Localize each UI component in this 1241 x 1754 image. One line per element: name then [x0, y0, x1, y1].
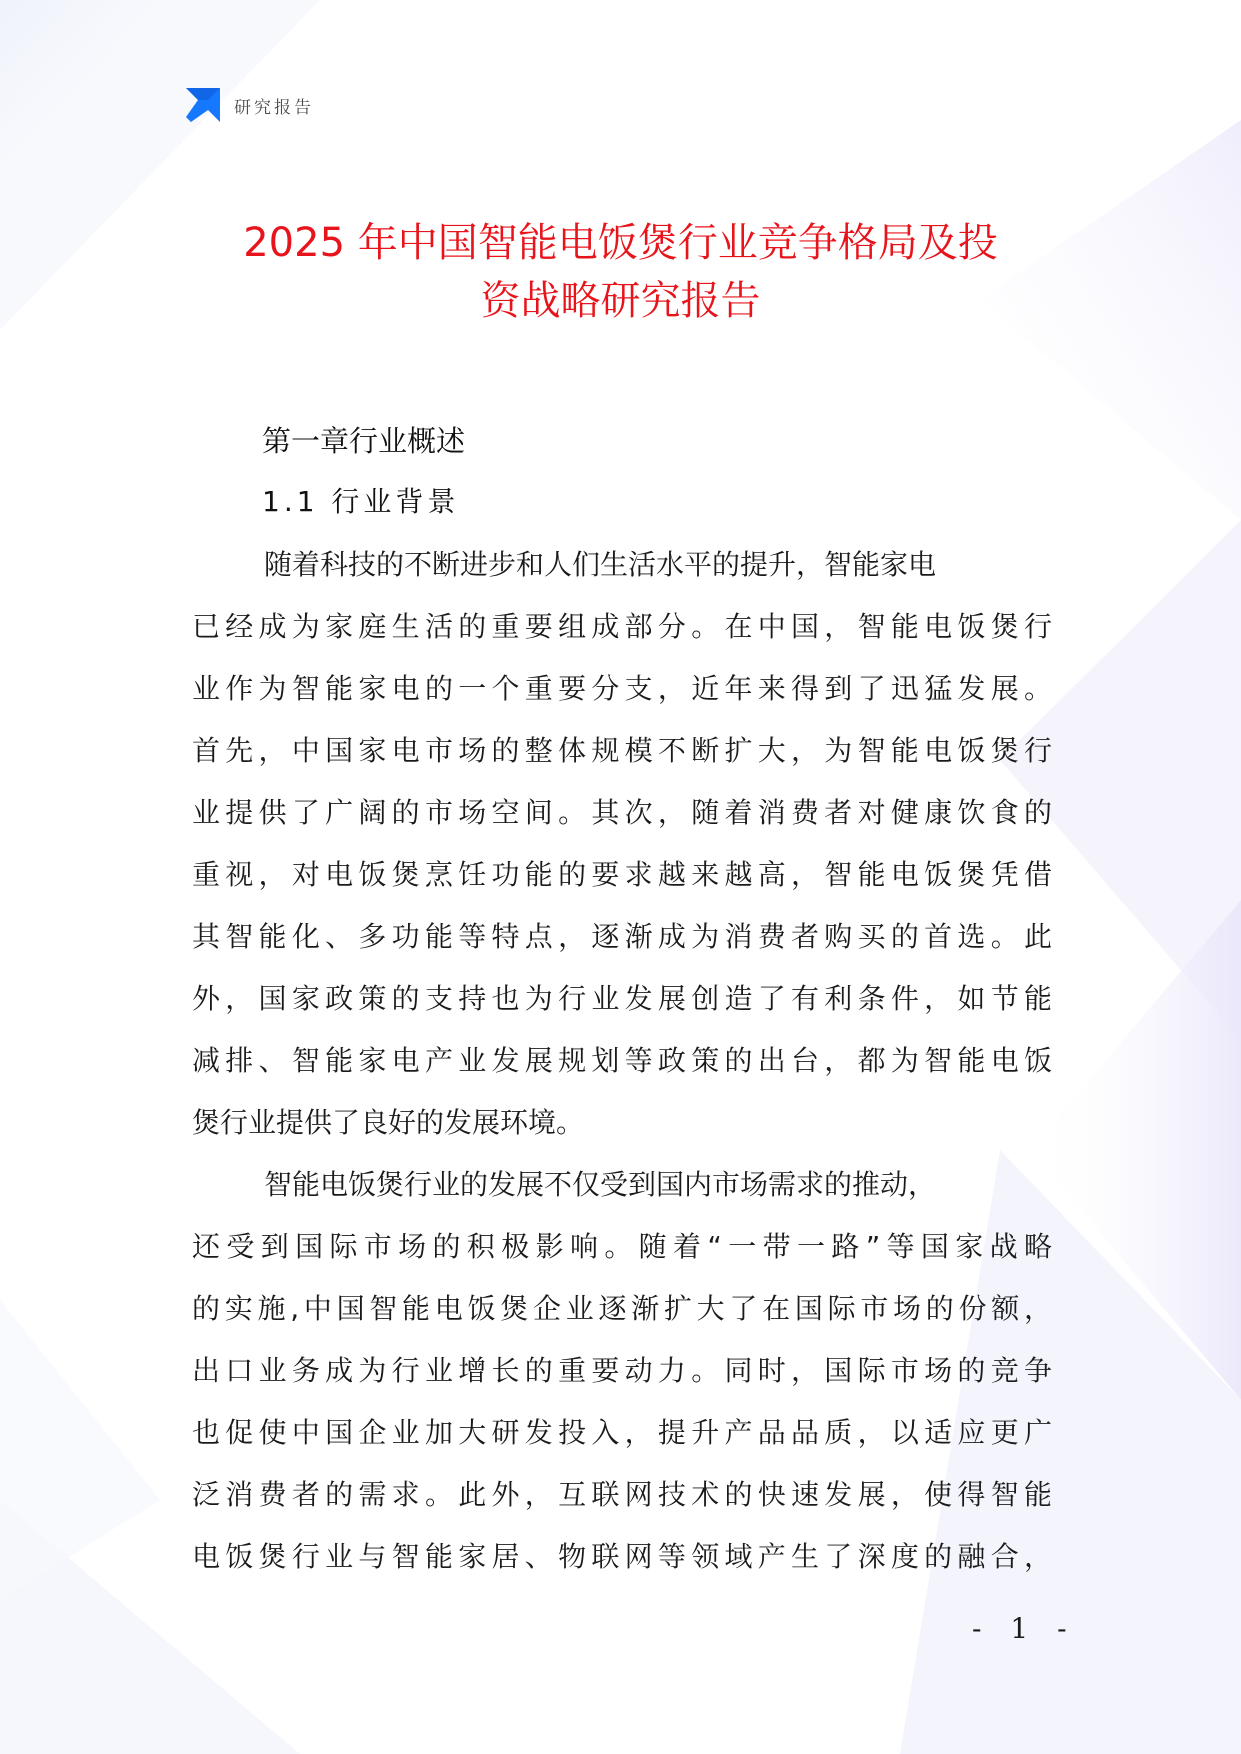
page-number: - 1 -: [972, 1612, 1077, 1645]
body-line: 业提供了广阔的市场空间。其次，随着消费者对健康饮食的: [192, 796, 1052, 829]
report-title: [150, 214, 1091, 330]
body-line: 还受到国际市场的积极影响。随着“一带一路”等国家战略: [192, 1230, 1052, 1263]
report-title-line-2: 资战略研究报告: [480, 278, 761, 324]
body-line: 首先，中国家电市场的整体规模不断扩大，为智能电饭煲行: [192, 734, 1052, 767]
report-title-line-1: 2025 年中国智能电饭煲行业竞争格局及投: [243, 220, 998, 266]
body-line: 电饭煲行业与智能家居、物联网等领域产生了深度的融合，: [192, 1540, 1052, 1573]
body-line: 智能电饭煲行业的发展不仅受到国内市场需求的推动，: [264, 1168, 937, 1201]
body-line: 出口业务成为行业增长的重要动力。同时，国际市场的竞争: [192, 1354, 1052, 1387]
body-line: 其智能化、多功能等特点，逐渐成为消费者购买的首选。此: [192, 920, 1052, 953]
report-header: [186, 88, 314, 122]
body-text: [192, 540, 1052, 1594]
arrow-up-right-logo-icon: [186, 88, 220, 122]
chapter-heading: 第一章行业概述: [262, 424, 466, 458]
body-line: 减排、智能家电产业发展规划等政策的出台，都为智能电饭: [192, 1044, 1052, 1077]
body-line: 泛消费者的需求。此外，互联网技术的快速发展，使得智能: [192, 1478, 1052, 1511]
body-line: 外，国家政策的支持也为行业发展创造了有利条件，如节能: [192, 982, 1052, 1015]
body-line: 业作为智能家电的一个重要分支，近年来得到了迅猛发展。: [192, 672, 1052, 705]
body-line: 的实施,中国智能电饭煲企业逐渐扩大了在国际市场的份额，: [192, 1292, 1052, 1325]
body-line: 重视，对电饭煲烹饪功能的要求越来越高，智能电饭煲凭借: [192, 858, 1052, 891]
header-label: 研究报告: [234, 97, 314, 118]
body-line: 随着科技的不断进步和人们生活水平的提升，智能家电: [264, 548, 937, 581]
body-line: 也促使中国企业加大研发投入，提升产品品质，以适应更广: [192, 1416, 1052, 1449]
body-line: 已经成为家庭生活的重要组成部分。在中国，智能电饭煲行: [192, 610, 1052, 643]
section-heading: 1.1 行业背景: [262, 485, 460, 518]
body-line: 煲行业提供了良好的发展环境。: [192, 1106, 585, 1139]
